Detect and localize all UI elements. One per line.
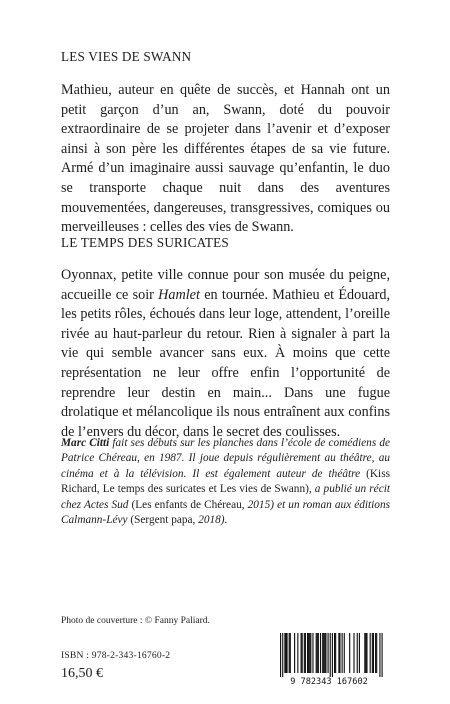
barcode-bar (339, 633, 340, 673)
barcode-bar (308, 633, 309, 673)
barcode-bar (359, 633, 360, 673)
barcode-bar (366, 633, 367, 673)
barcode-bar (280, 633, 281, 677)
barcode-bar (297, 633, 298, 673)
summary-suricates-part1: Oyonnax, petite ville connue pour son musée du peigne, accueille ce soir (61, 267, 390, 303)
barcode-bar (375, 633, 376, 673)
barcode-bars (280, 633, 383, 677)
summary-suricates-part2: en tournée. Mathieu et Édouard, les petits rôles, échoués dans leur loge, attendent, l’oreille rivée au haut-parleur du retour. Rien à signaler à part la vie qui semble avancer sans eux. À moins que cette représentation ne leur offre enfin l’opportunité de reprendre leur destin en main... Dans une fugue drolatique et mélancolique ils nous entraînent aux confins de l’envers du décor, dans le secret des coulisses. (61, 286, 391, 440)
barcode-bar (344, 633, 345, 673)
barcode-bar (316, 633, 317, 673)
barcode-bar (324, 633, 325, 673)
barcode-bar (284, 633, 285, 673)
isbn: ISBN : 978-2-343-16760-2 (61, 650, 171, 661)
hamlet-title: Hamlet (158, 286, 200, 303)
barcode-bar (353, 633, 354, 673)
barcode-bar (322, 633, 323, 673)
barcode-bar (307, 633, 308, 673)
barcode-bar (304, 633, 305, 673)
barcode-bar (338, 633, 339, 673)
barcode-bar (334, 633, 335, 673)
barcode-bar (379, 633, 380, 677)
barcode-bar (286, 633, 287, 673)
bio-upright4: (Sergent papa, (130, 514, 196, 527)
barcode-bar (323, 633, 324, 673)
barcode-bar (309, 633, 310, 673)
barcode-bar (320, 633, 321, 673)
section-title-swann: LES VIES DE SWANN (61, 49, 192, 64)
price: 16,50 € (61, 666, 103, 681)
barcode-digits: 9 782343 167602 (290, 677, 368, 686)
barcode-bar (289, 633, 290, 673)
barcode-bar (305, 633, 306, 673)
bio-part4: 2015) et un roman aux éditions Calmann-Lévy (61, 498, 390, 527)
barcode-bar (332, 633, 333, 677)
barcode-bar (325, 633, 326, 673)
summary-swann: Mathieu, auteur en quête de succès, et Hannah ont un petit garçon d’un an, Swann, doté du pouvoir extraordinaire de se projeter dans l’avenir et d’exposer ainsi à son père les différentes étapes de sa vie future. Armé d’un imaginaire aussi sauvage qu’enfantin, le duo se transporte chaque nuit dans des aventures mouvementées, dangereuses, transgressives, comiques ou merveilleuses : celles des vies de Swann. (61, 82, 390, 236)
barcode-bar (372, 633, 373, 673)
barcode-bar (285, 633, 286, 673)
barcode-bar (310, 633, 311, 673)
barcode-bar (357, 633, 358, 673)
bio-upright3: (Les enfants de Chéreau, (131, 498, 245, 511)
barcode-bar (342, 633, 343, 673)
barcode-bar (376, 633, 377, 673)
author-name: Marc Citti (61, 437, 110, 449)
barcode-bar (317, 633, 318, 673)
barcode-bar (312, 633, 313, 673)
bio-upright2: Les vies de Swann) (219, 483, 309, 496)
barcode-bar (382, 633, 383, 677)
barcode-bar (364, 633, 365, 673)
barcode-bar (370, 633, 371, 673)
bio-upright1: (Kiss Richard, Le temps des suricates et (61, 467, 390, 496)
barcode-bar (330, 633, 331, 677)
barcode-bar (328, 633, 329, 673)
author-bio (61, 436, 390, 528)
barcode-bar (335, 633, 336, 673)
barcode (268, 632, 390, 686)
barcode-bar (373, 633, 374, 673)
barcode-bar (302, 633, 303, 673)
section-title-suricates: LE TEMPS DES SURICATES (61, 235, 229, 250)
barcode-bar (290, 633, 291, 673)
summary-suricates (61, 266, 390, 442)
barcode-bar (349, 633, 350, 673)
photo-credit: Photo de couverture : © Fanny Paliard. (61, 616, 210, 626)
bio-part3: , a publié un récit chez Actes Sud (61, 483, 390, 511)
barcode-bar (282, 633, 283, 677)
barcode-bar (301, 633, 302, 673)
barcode-bar (318, 633, 319, 673)
bio-part1: fait ses débuts sur les planches dans l’école de comédiens de Patrice Chéreau, en 1987. Il joue depuis régulièrement au théâtre, au cinéma et à la télévision. Il est également auteur de théâtre (61, 437, 390, 480)
bio-part5: 2018). (195, 514, 228, 527)
barcode-bar (365, 633, 366, 673)
barcode-bar (294, 633, 295, 673)
